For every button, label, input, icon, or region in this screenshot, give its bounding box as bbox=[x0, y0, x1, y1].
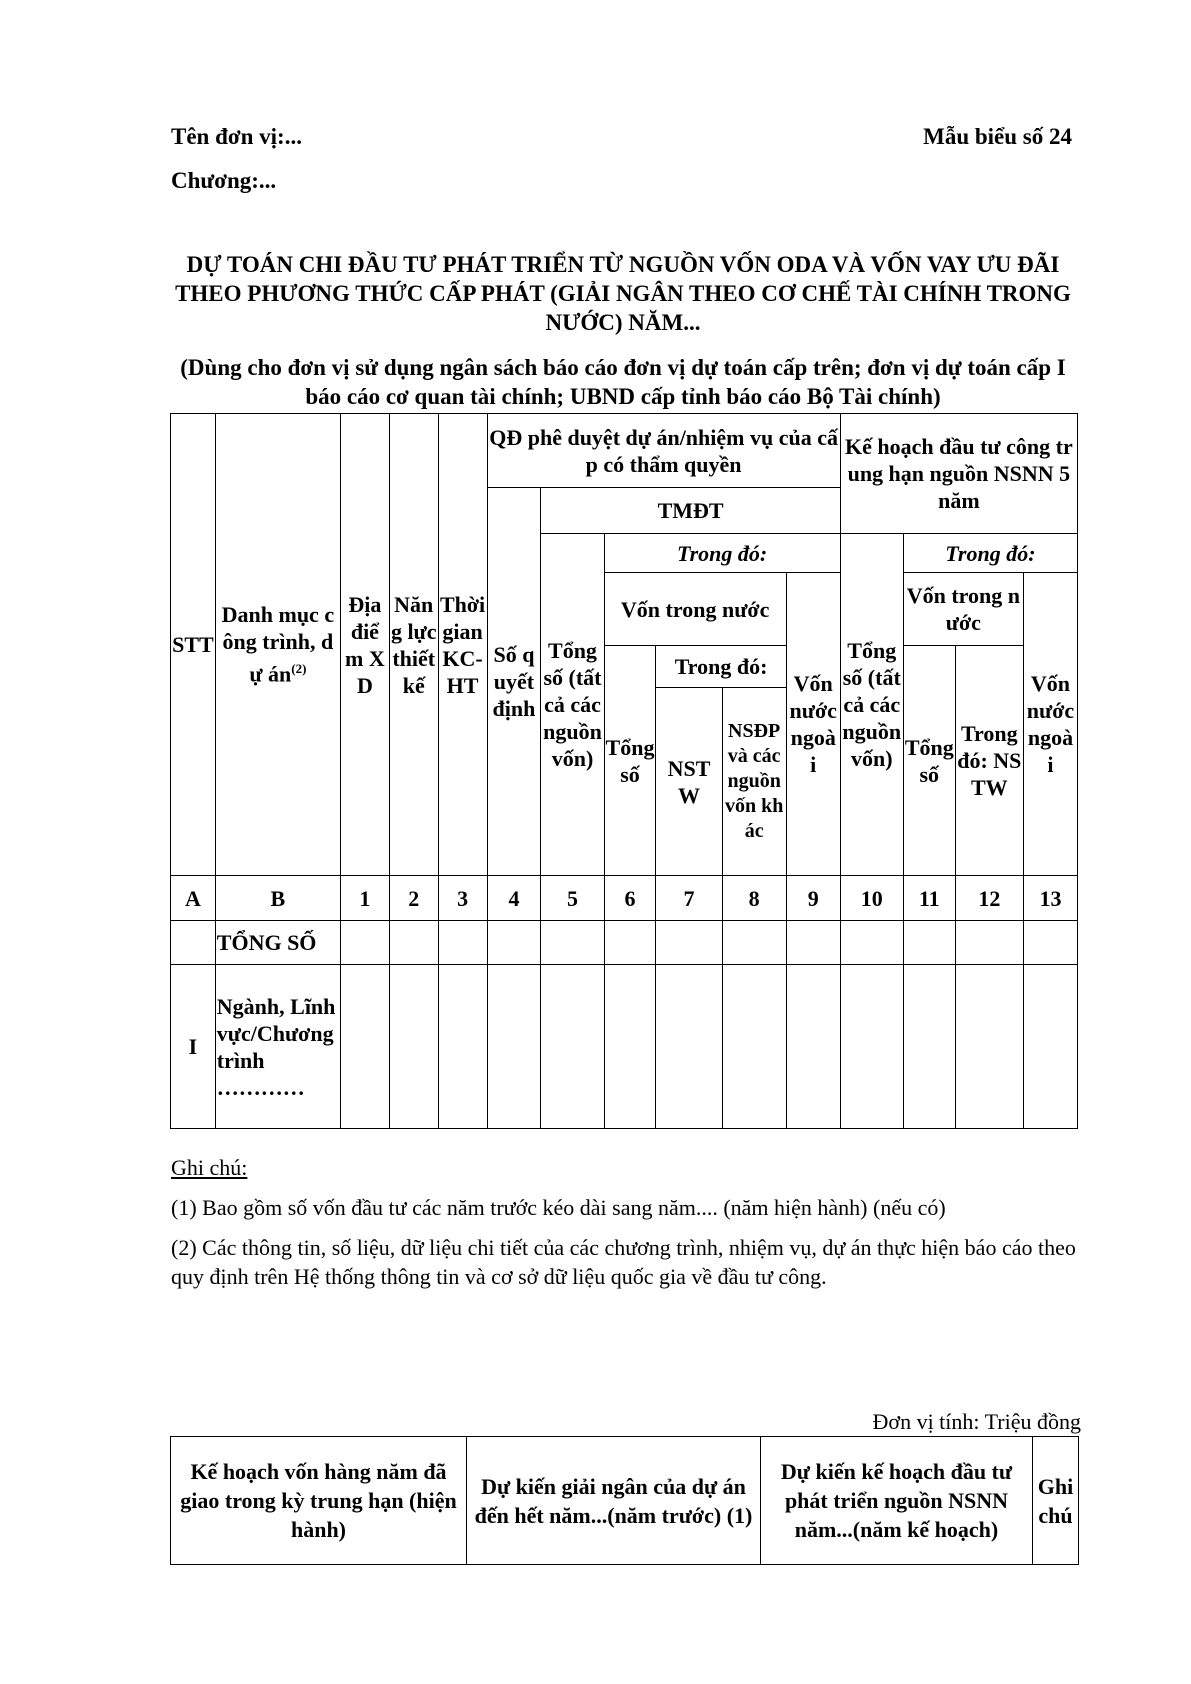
plan-trong-do-header: Trong đó: bbox=[903, 534, 1077, 573]
index-cell: 11 bbox=[903, 876, 955, 921]
table-cell bbox=[955, 965, 1023, 1129]
table-cell bbox=[487, 965, 541, 1129]
section-number: I bbox=[171, 965, 216, 1129]
tmdt-nsdp-header: NSĐP và các nguồn vốn khác bbox=[722, 688, 786, 876]
table-cell bbox=[656, 965, 722, 1129]
tmdt-header: TMĐT bbox=[541, 488, 840, 534]
tmdt-total-header: Tổng số (tất cả các nguồn vốn) bbox=[541, 534, 604, 876]
table-cell bbox=[903, 965, 955, 1129]
table-cell bbox=[903, 921, 955, 965]
col-annual-plan-header: Kế hoạch vốn hàng năm đã giao trong kỳ trung hạn (hiện hành) bbox=[171, 1437, 467, 1565]
tmdt-nstw-header: NSTW bbox=[656, 688, 722, 876]
col-decision-no-header: Số quyết định bbox=[487, 488, 541, 876]
group-decision-header: QĐ phê duyệt dự án/nhiệm vụ của cấp có thẩm quyền bbox=[487, 414, 840, 488]
table-cell bbox=[487, 921, 541, 965]
main-table bbox=[170, 413, 1078, 1129]
tmdt-domestic-total-header: Tổng số bbox=[604, 646, 656, 876]
table-cell bbox=[722, 965, 786, 1129]
plan-foreign-header: Vốn nước ngoài bbox=[1023, 573, 1077, 876]
document-subtitle: (Dùng cho đơn vị sử dụng ngân sách báo cáo đơn vị dự toán cấp trên; đơn vị dự toán cấp I báo cáo cơ quan tài chính; UBND cấp tỉnh báo cáo Bộ Tài chính) bbox=[180, 355, 1066, 409]
table-cell bbox=[389, 921, 438, 965]
index-cell: 2 bbox=[389, 876, 438, 921]
tmdt-domestic-trong-do-header: Trong đó: bbox=[656, 646, 786, 688]
table-cell bbox=[1023, 921, 1077, 965]
table-cell bbox=[604, 921, 656, 965]
col-disbursement-header: Dự kiến giải ngân của dự án đến hết năm...(năm trước) (1) bbox=[467, 1437, 761, 1565]
index-cell: 3 bbox=[438, 876, 487, 921]
table-cell bbox=[656, 921, 722, 965]
plan-domestic-header: Vốn trong nước bbox=[903, 573, 1023, 646]
col-stt-header: STT bbox=[171, 414, 216, 876]
chapter-label: Chương:... bbox=[171, 168, 277, 193]
note-2: (2) Các thông tin, số liệu, dữ liệu chi tiết của các chương trình, nhiệm vụ, dự án thực hiện báo cáo theo quy định trên Hệ thống thông tin và cơ sở dữ liệu quốc gia về đầu tư công. bbox=[171, 1235, 1076, 1289]
plan-table bbox=[170, 1436, 1079, 1565]
table-cell bbox=[1023, 965, 1077, 1129]
index-cell: 12 bbox=[955, 876, 1023, 921]
index-cell: 10 bbox=[840, 876, 903, 921]
table-cell bbox=[438, 921, 487, 965]
index-cell: 4 bbox=[487, 876, 541, 921]
index-cell: 1 bbox=[340, 876, 389, 921]
index-cell: 8 bbox=[722, 876, 786, 921]
table-cell bbox=[541, 921, 604, 965]
table-cell bbox=[541, 965, 604, 1129]
col-location-header: Địa điểm XD bbox=[340, 414, 389, 876]
section-name: Ngành, Lĩnh vực/Chương trình ………… bbox=[215, 965, 340, 1129]
index-cell: 6 bbox=[604, 876, 656, 921]
index-cell: 13 bbox=[1023, 876, 1077, 921]
index-cell: 5 bbox=[541, 876, 604, 921]
index-cell: B bbox=[215, 876, 340, 921]
index-cell: 9 bbox=[786, 876, 840, 921]
section-row bbox=[171, 965, 1078, 1129]
table-cell bbox=[840, 921, 903, 965]
document-title: DỰ TOÁN CHI ĐẦU TƯ PHÁT TRIỂN TỪ NGUỒN VỐN ODA VÀ VỐN VAY ƯU ĐÃI THEO PHƯƠNG THỨC CẤP PHÁT (GIẢI NGÂN THEO CƠ CHẾ TÀI CHÍNH TRONG NƯỚC) NĂM... bbox=[175, 252, 1071, 335]
plan-nstw-header: Trong đó: NSTW bbox=[955, 646, 1023, 876]
total-row bbox=[171, 921, 1078, 965]
col-name-footnote-ref: (2) bbox=[291, 661, 307, 677]
total-label: TỔNG SỐ bbox=[215, 921, 340, 965]
notes-heading: Ghi chú: bbox=[171, 1155, 248, 1180]
index-row bbox=[171, 876, 1078, 921]
total-stt-cell bbox=[171, 921, 216, 965]
table-cell bbox=[389, 965, 438, 1129]
col-capacity-header: Năng lực thiết kế bbox=[389, 414, 438, 876]
unit-name: Tên đơn vị:... bbox=[171, 124, 302, 149]
col-notes-header: Ghi chú bbox=[1033, 1437, 1079, 1565]
table-cell bbox=[840, 965, 903, 1129]
table-cell bbox=[786, 965, 840, 1129]
plan-domestic-total-header: Tổng số bbox=[903, 646, 955, 876]
col-name-text: Danh mục công trình, dự án bbox=[221, 602, 335, 687]
table-cell bbox=[604, 965, 656, 1129]
table-cell bbox=[955, 921, 1023, 965]
index-cell: A bbox=[171, 876, 216, 921]
col-time-header: Thời gian KC-HT bbox=[438, 414, 487, 876]
group-plan-header: Kế hoạch đầu tư công trung hạn nguồn NSNN 5 năm bbox=[840, 414, 1077, 534]
index-cell: 7 bbox=[656, 876, 722, 921]
tmdt-trong-do-header: Trong đó: bbox=[604, 534, 840, 573]
unit-label: Đơn vị tính: Triệu đồng bbox=[872, 1409, 1081, 1434]
tmdt-domestic-header: Vốn trong nước bbox=[604, 573, 786, 646]
plan-total-header: Tổng số (tất cả các nguồn vốn) bbox=[840, 534, 903, 876]
table-cell bbox=[340, 921, 389, 965]
table-cell bbox=[786, 921, 840, 965]
table-cell bbox=[438, 965, 487, 1129]
form-number: Mẫu biểu số 24 bbox=[923, 124, 1072, 149]
col-plan-year-header: Dự kiến kế hoạch đầu tư phát triển nguồn NSNN năm...(năm kế hoạch) bbox=[761, 1437, 1033, 1565]
col-name-header bbox=[215, 414, 340, 876]
table-cell bbox=[340, 965, 389, 1129]
tmdt-foreign-header: Vốn nước ngoài bbox=[786, 573, 840, 876]
notes-section bbox=[171, 1153, 1079, 1302]
table-cell bbox=[722, 921, 786, 965]
note-1: (1) Bao gồm số vốn đầu tư các năm trước kéo dài sang năm.... (năm hiện hành) (nếu có) bbox=[171, 1195, 946, 1220]
